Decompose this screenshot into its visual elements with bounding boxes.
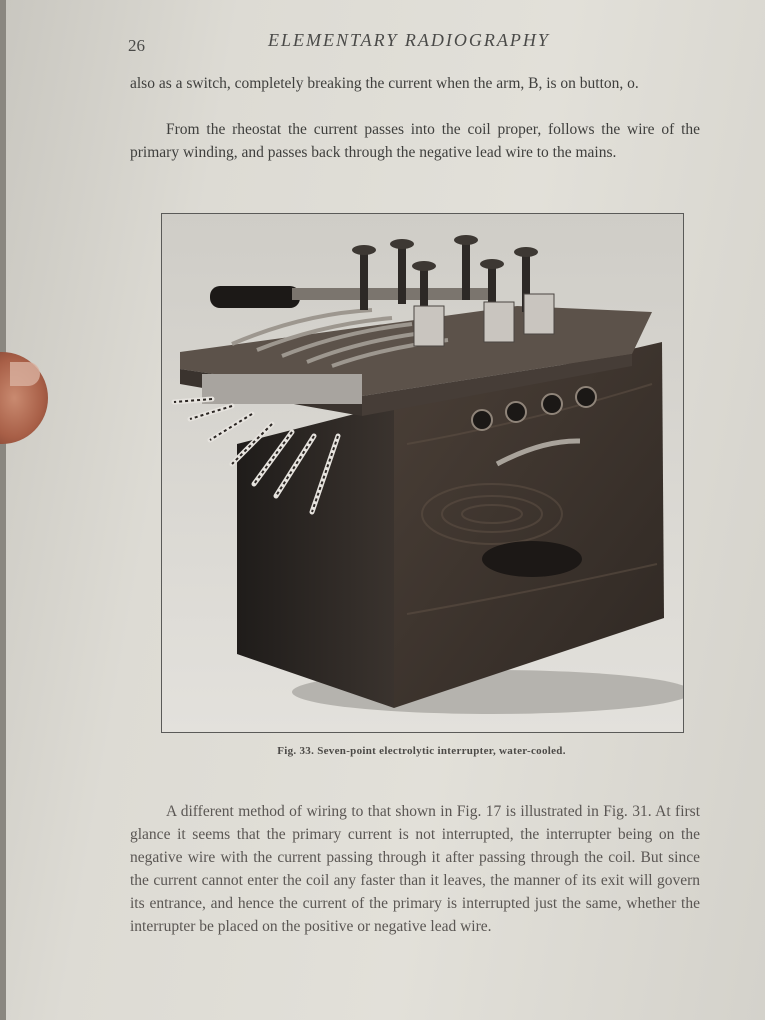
paragraph-1: also as a switch, completely breaking the current when the arm, B, is on button, o. (130, 75, 639, 92)
page-number: 26 (128, 36, 145, 55)
figure-caption: Fig. 33. Seven-point electrolytic interrupter, water-cooled. (277, 745, 566, 757)
running-title: ELEMENTARY RADIOGRAPHY (268, 30, 550, 50)
interrupter-engraving (162, 214, 683, 732)
figure-illustration (161, 213, 684, 733)
paragraph-3: A different method of wiring to that shown in Fig. 17 is illustrated in Fig. 31. At first glance it seems that the primary current is not interrupted, the interrupter being on the negative wire with the current passing through it after passing through the coil. But since the current cannot enter the coil any faster than it leaves, the manner of its exit will govern its entrance, and hence the current of the primary is interrupted just the same, whether the interrupter be placed on the positive or negative lead wire. (130, 803, 700, 935)
thumbnail (10, 362, 40, 386)
paragraph-2: From the rheostat the current passes into the coil proper, follows the wire of the primary winding, and passes back through the negative lead wire to the mains. (130, 121, 700, 161)
page-header (128, 30, 700, 60)
